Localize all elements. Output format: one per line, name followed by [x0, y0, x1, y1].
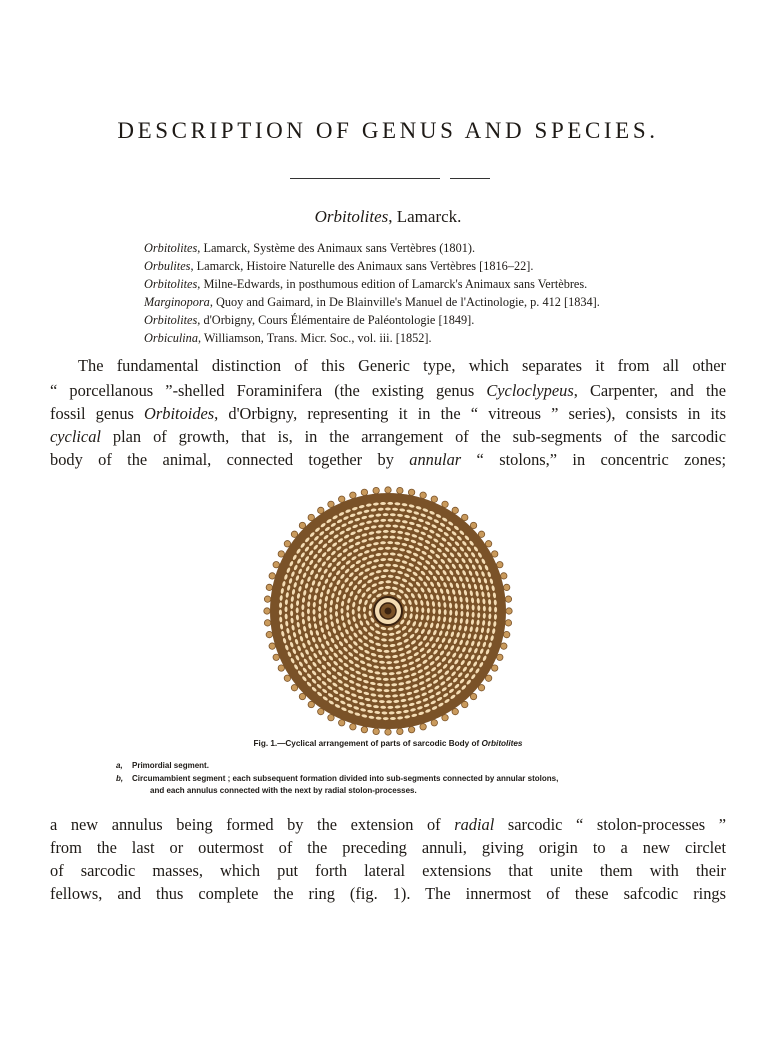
synonym-name: Orbitolites — [144, 313, 198, 327]
paragraph-line: of sarcodic masses, which put forth lateral extensions that unite them with their — [50, 861, 726, 880]
legend-letter: b, — [116, 774, 124, 783]
orbitolites-figure — [258, 486, 518, 736]
marginal-chamber — [373, 487, 379, 493]
page-title: DESCRIPTION OF GENUS AND SPECIES. — [117, 118, 659, 143]
marginal-chamber — [291, 531, 297, 537]
synonym-name: Marginopora — [144, 295, 210, 309]
sub-segment — [340, 608, 343, 614]
text-run: body of the animal, connected together by — [50, 450, 410, 469]
marginal-chamber — [462, 701, 468, 707]
marginal-chamber — [478, 531, 484, 537]
synonym-citation: , Milne-Edwards, in posthumous edition of Lamarck's Animaux sans Vertèbres. — [197, 277, 588, 291]
synonym-line — [144, 277, 734, 292]
title-rule — [290, 178, 490, 179]
marginal-chamber — [506, 608, 512, 614]
marginal-chamber — [373, 728, 379, 734]
synonym-citation: , Lamarck, Système des Animaux sans Vertèbres (1801). — [197, 241, 476, 255]
synonym-citation: , Quoy and Gaimard, in De Blainville's Manuel de l'Actinologie, p. 412 [1834]. — [209, 295, 600, 309]
marginal-chamber — [299, 693, 305, 699]
genus-author: , Lamarck. — [388, 207, 462, 226]
marginal-chamber — [485, 541, 491, 547]
primordial-segment — [385, 608, 392, 615]
paragraph-line — [50, 427, 726, 447]
synonym-name: Orbitolites — [144, 277, 198, 291]
italic-run: cyclical — [50, 427, 101, 446]
synonym-citation: , Williamson, Trans. Micr. Soc., vol. iii. [1852]. — [197, 331, 432, 345]
paragraph-line: from the last or outermost of the preceding annuli, giving origin to a new circlet — [50, 838, 726, 857]
marginal-chamber — [492, 551, 498, 557]
marginal-chamber — [266, 584, 272, 590]
title-rule-gap — [440, 176, 450, 181]
marginal-chamber — [420, 492, 426, 498]
marginal-chamber — [462, 514, 468, 520]
synonym-citation: , d'Orbigny, Cours Élémentaire de Paléontologie [1849]. — [197, 313, 475, 327]
marginal-chamber — [442, 501, 448, 507]
paragraph-line — [50, 404, 726, 424]
synonym-citation: , Lamarck, Histoire Naturelle des Animaux sans Vertèbres [1816–22]. — [190, 259, 534, 273]
marginal-chamber — [264, 596, 270, 602]
paragraph-line: fellows, and thus complete the ring (fig. 1). The innermost of these safcodic rings — [50, 884, 726, 903]
marginal-chamber — [478, 685, 484, 691]
marginal-chamber — [299, 522, 305, 528]
synonym-line — [144, 241, 734, 256]
marginal-chamber — [385, 487, 391, 493]
marginal-chamber — [503, 631, 509, 637]
marginal-chamber — [284, 541, 290, 547]
marginal-chamber — [505, 596, 511, 602]
sub-segment — [385, 508, 391, 511]
italic-run: Cycloclypeus — [486, 381, 574, 400]
marginal-chamber — [284, 675, 290, 681]
sub-segment — [432, 608, 435, 614]
paragraph-line — [50, 815, 726, 835]
synonym-name: Orbitolites — [144, 241, 198, 255]
text-run: The fundamental distinction of this Generic type, which separates it from all other — [78, 356, 726, 375]
marginal-chamber — [431, 720, 437, 726]
italic-run: Orbitoides — [144, 404, 215, 423]
marginal-chamber — [397, 487, 403, 493]
marginal-chamber — [505, 620, 511, 626]
text-run: “ porcellanous ”-shelled Foraminifera (the existing genus — [50, 381, 487, 400]
marginal-chamber — [350, 724, 356, 730]
paragraph-line — [50, 381, 726, 401]
sub-segment — [385, 524, 391, 527]
marginal-chamber — [328, 715, 334, 721]
italic-run: annular — [409, 450, 462, 469]
marginal-chamber — [291, 685, 297, 691]
marginal-chamber — [339, 720, 345, 726]
figure-caption — [0, 739, 776, 748]
caption-text: Fig. 1.—Cyclical arrangement of parts of sarcodic Body of — [253, 739, 482, 748]
synonym-line — [144, 331, 734, 346]
marginal-chamber — [361, 489, 367, 495]
legend-item — [116, 774, 558, 783]
marginal-chamber — [264, 620, 270, 626]
marginal-chamber — [264, 608, 270, 614]
marginal-chamber — [503, 584, 509, 590]
marginal-chamber — [470, 693, 476, 699]
marginal-chamber — [420, 724, 426, 730]
marginal-chamber — [408, 489, 414, 495]
marginal-chamber — [497, 562, 503, 568]
text-run: a new annulus being formed by the extension of — [50, 815, 455, 834]
sub-segment — [385, 695, 391, 698]
marginal-chamber — [318, 708, 324, 714]
marginal-chamber — [492, 665, 498, 671]
marginal-chamber — [501, 643, 507, 649]
synonym-name: Orbulites — [144, 259, 191, 273]
marginal-chamber — [339, 496, 345, 502]
sub-segment — [385, 563, 391, 566]
marginal-chamber — [497, 654, 503, 660]
synonym-name: Orbiculina — [144, 331, 198, 345]
text-run: , Carpenter, and the — [573, 381, 726, 400]
text-run: “ stolons,” in concentric zones; — [461, 450, 726, 469]
synonym-line — [144, 313, 734, 328]
marginal-chamber — [452, 507, 458, 513]
text-run: sarcodic “ stolon-processes ” — [494, 815, 726, 834]
legend-letter: a, — [116, 761, 123, 770]
synonym-line — [144, 295, 734, 310]
marginal-chamber — [308, 514, 314, 520]
legend-item — [116, 761, 209, 770]
marginal-chamber — [278, 551, 284, 557]
caption-italic: Orbitolites — [481, 739, 523, 748]
marginal-chamber — [452, 708, 458, 714]
marginal-chamber — [408, 726, 414, 732]
marginal-chamber — [397, 728, 403, 734]
legend-text: Primordial segment. — [132, 761, 209, 770]
marginal-chamber — [308, 701, 314, 707]
marginal-chamber — [328, 501, 334, 507]
marginal-chamber — [431, 496, 437, 502]
marginal-chamber — [269, 573, 275, 579]
marginal-chamber — [385, 729, 391, 735]
genus-name: Orbitolites — [314, 207, 389, 226]
marginal-chamber — [485, 675, 491, 681]
italic-run: radial — [454, 815, 495, 834]
legend-text: Circumambient segment ; each subsequent formation divided into sub-segments connected by annular stolons, — [132, 774, 559, 783]
marginal-chamber — [318, 507, 324, 513]
legend-continuation: and each annulus connected with the next by radial stolon-processes. — [150, 786, 417, 795]
sub-segment — [385, 655, 391, 658]
text-run: fossil genus — [50, 404, 145, 423]
synonym-line — [144, 259, 734, 274]
sub-segment — [385, 547, 391, 550]
marginal-chamber — [269, 643, 275, 649]
marginal-chamber — [266, 631, 272, 637]
text-run: , d'Orbigny, representing it in the “ vitreous ” series), consists in its — [214, 404, 726, 423]
marginal-chamber — [501, 573, 507, 579]
paragraph-line — [50, 450, 726, 470]
marginal-chamber — [470, 522, 476, 528]
genus-heading — [0, 207, 776, 227]
marginal-chamber — [273, 562, 279, 568]
marginal-chamber — [442, 715, 448, 721]
paragraph-line — [50, 356, 726, 376]
marginal-chamber — [278, 665, 284, 671]
marginal-chamber — [361, 726, 367, 732]
marginal-chamber — [273, 654, 279, 660]
text-run: plan of growth, that is, in the arrangement of the sub-segments of the sarcodic — [100, 427, 726, 446]
marginal-chamber — [350, 492, 356, 498]
